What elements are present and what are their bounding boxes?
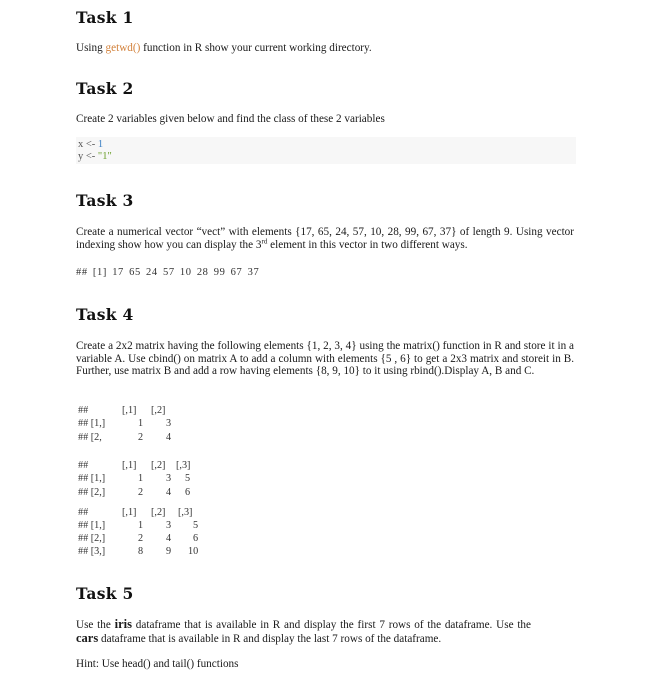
matrix-cell: [,3] [176,460,191,471]
task4-text: Create a 2x2 matrix having the following elements {1, 2, 3, 4} using the matrix() function in R and store it in a variable A. Use cbind() on matrix A to add a column with elements {5 , 6} to get a 2x3 matrix and storeit in B. Further, use matrix B and add a row having elements {8, 9, 10} to it using rbind().Display A, B and C. [76,340,574,378]
task1-text-a: Using [76,42,106,54]
matrix-cell: 3 [166,473,172,484]
matrix-cell: 4 [166,432,172,443]
task5-text-c: dataframe that is available in R and display the last 7 rows of the dataframe. [98,632,442,645]
matrix-cell: ## [2, [78,432,102,443]
code-y-value: "1" [97,151,112,162]
matrix-cell: 4 [166,487,172,498]
task5-hint: Hint: Use head() and tail() functions [76,658,239,670]
matrix-cell: 6 [185,487,191,498]
matrix-cell: 1 [138,418,144,429]
task5-text [76,618,531,645]
task3-text-b: element in this vector in two different ways. [267,238,468,251]
matrix-cell: ## [78,460,89,471]
matrix-cell: 1 [138,520,144,531]
task4-heading: Task 4 [76,305,134,324]
code-line-y [78,151,112,162]
matrix-cell: 9 [166,546,172,557]
task3-text-a: Create a numerical vector “vect” with elements {17, 65, 24, 57, 10, 28, 99, 67, 37} of length 9. Using vector indexing show how you can display the 3 [76,226,574,251]
task1-text-b: function in R show your current working directory. [140,42,372,54]
matrix-cell: ## [1,] [78,418,106,429]
matrix-cell: 4 [166,533,172,544]
matrix-cell: 2 [138,533,144,544]
matrix-cell: ## [78,405,89,416]
matrix-cell: [,1] [122,460,137,471]
matrix-cell: ## [78,507,89,518]
matrix-cell: 3 [166,418,172,429]
iris-dataset-name: iris [114,617,133,631]
matrix-cell: [,2] [151,460,166,471]
matrix-cell: ## [3,] [78,546,106,557]
cars-dataset-name: cars [76,630,99,645]
matrix-cell: 8 [138,546,144,557]
task5-text-b: dataframe that is available in R and display the first 7 rows of the dataframe. Use the [132,619,531,631]
task3-output: ## [1] 17 65 24 57 10 28 99 67 37 [76,267,260,278]
matrix-cell: 3 [166,520,172,531]
matrix-cell: [,2] [151,507,166,518]
matrix-cell: 10 [188,546,199,557]
code-line-x [78,139,103,150]
matrix-cell: [,1] [122,405,137,416]
matrix-cell: [,1] [122,507,137,518]
matrix-cell: ## [1,] [78,473,106,484]
code-x-value: 1 [97,139,104,150]
matrix-cell: ## [1,] [78,520,106,531]
task5-heading: Task 5 [76,584,134,603]
task3-sup: rd [261,236,268,245]
matrix-cell: 5 [193,520,199,531]
matrix-cell: 1 [138,473,144,484]
matrix-cell: ## [2,] [78,487,106,498]
matrix-cell: 2 [138,432,144,443]
task3-heading: Task 3 [76,191,134,210]
task2-code-block [76,137,576,164]
matrix-cell: [,3] [178,507,193,518]
matrix-cell: 2 [138,487,144,498]
matrix-cell: 6 [193,533,199,544]
getwd-function: getwd() [105,42,141,54]
matrix-cell: ## [2,] [78,533,106,544]
matrix-cell: 5 [185,473,191,484]
code-x-assign: x <- [78,139,98,150]
task2-heading: Task 2 [76,79,134,98]
task5-text-a: Use the [76,619,115,631]
matrix-cell: [,2] [151,405,166,416]
task1-text [76,42,574,55]
task1-heading: Task 1 [76,8,134,27]
code-y-assign: y <- [78,151,98,162]
task2-text: Create 2 variables given below and find the class of these 2 variables [76,113,385,125]
task3-text [76,226,574,251]
